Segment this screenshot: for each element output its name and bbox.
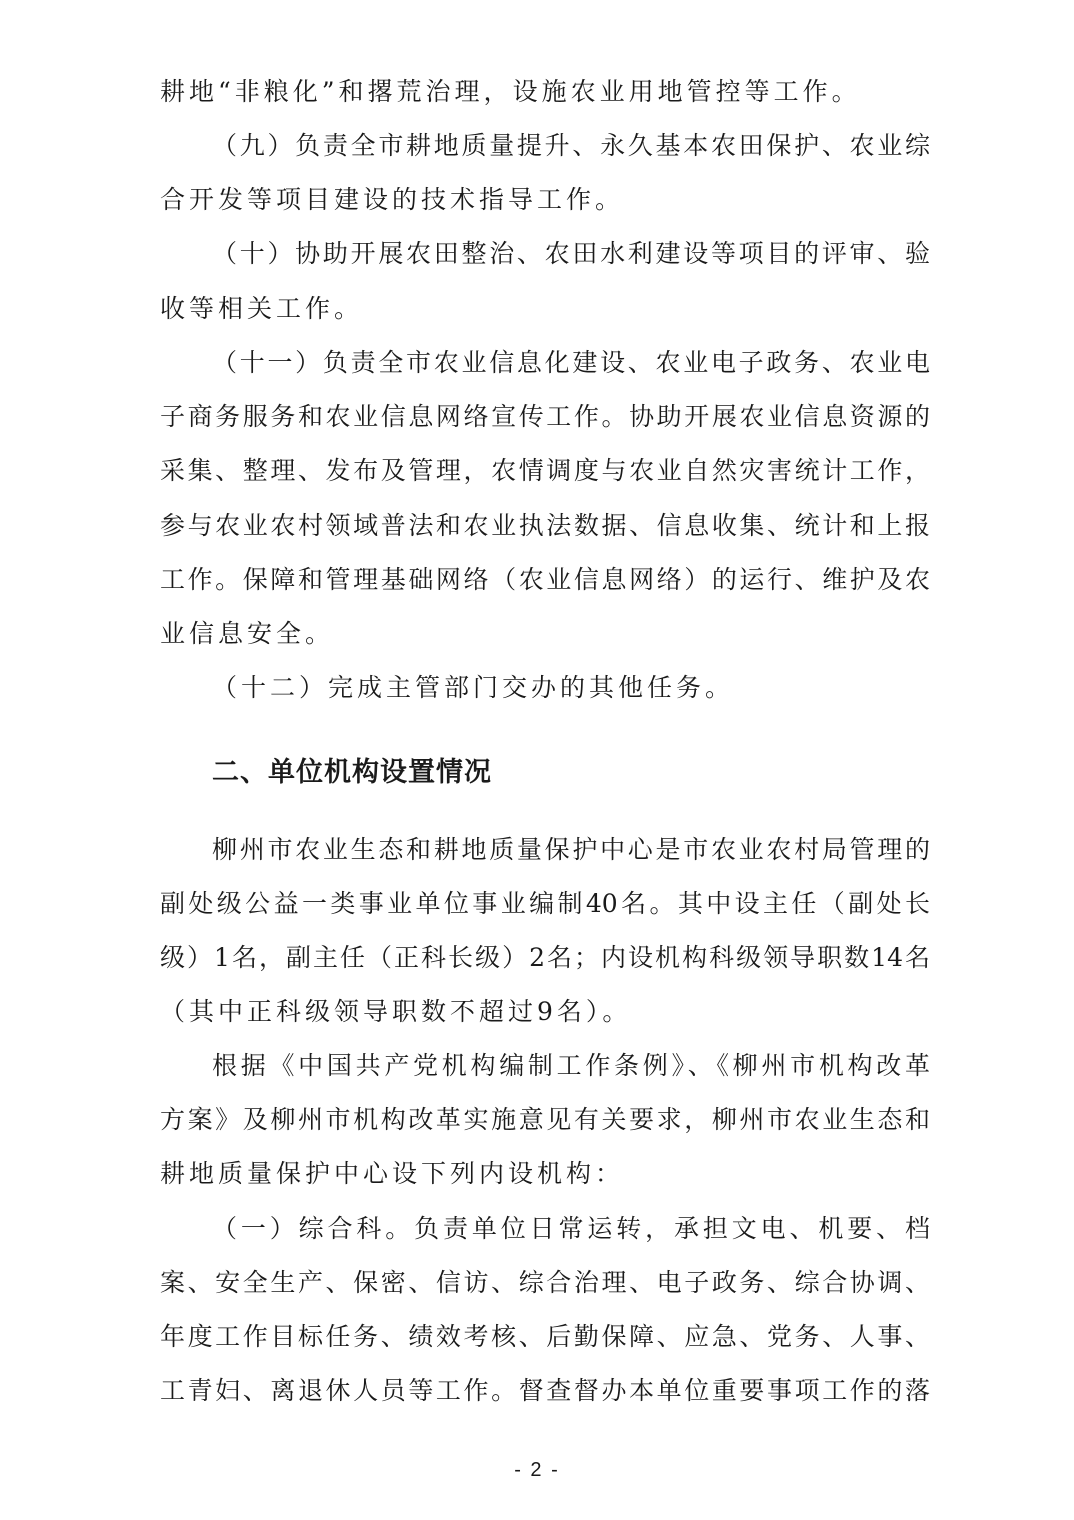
- text-line: 耕地质量保护中心设下列内设机构：: [160, 1159, 625, 1188]
- text-line: 工作。保障和管理基础网络（农业信息网络）的运行、维护及农: [160, 565, 930, 594]
- section-heading: 二、单位机构设置情况: [212, 757, 492, 788]
- text-line: （十二）完成主管部门交办的其他任务。: [212, 673, 735, 702]
- text-line: 根据《中国共产党机构编制工作条例》、《柳州市机构改革: [212, 1051, 930, 1080]
- text-line: （十）协助开展农田整治、农田水利建设等项目的评审、验: [212, 239, 930, 268]
- text-line: 采集、整理、发布及管理，农情调度与农业自然灾害统计工作，: [160, 456, 930, 485]
- text-line: 副处级公益一类事业单位事业编制40名。其中设主任（副处长: [160, 889, 930, 918]
- text-line: 案、安全生产、保密、信访、综合治理、电子政务、综合协调、: [160, 1268, 930, 1297]
- text-line: 收等相关工作。: [160, 294, 364, 323]
- text-line: 方案》及柳州市机构改革实施意见有关要求，柳州市农业生态和: [160, 1105, 930, 1134]
- text-line: （九）负责全市耕地质量提升、永久基本农田保护、农业综: [212, 131, 930, 160]
- text-line: （一）综合科。负责单位日常运转，承担文电、机要、档: [212, 1214, 930, 1243]
- text-line: （其中正科级领导职数不超过9名）。: [160, 997, 632, 1026]
- text-line: 工青妇、离退休人员等工作。督查督办本单位重要事项工作的落: [160, 1376, 930, 1405]
- text-line: 合开发等项目建设的技术指导工作。: [160, 185, 625, 214]
- text-line: 子商务服务和农业信息网络宣传工作。协助开展农业信息资源的: [160, 402, 930, 431]
- text-line: 耕地“非粮化”和撂荒治理，设施农业用地管控等工作。: [160, 77, 861, 106]
- text-line: 业信息安全。: [160, 619, 335, 648]
- text-line: 柳州市农业生态和耕地质量保护中心是市农业农村局管理的: [212, 835, 930, 864]
- text-line: 级）1名，副主任（正科长级）2名；内设机构科级领导职数14名: [160, 943, 930, 972]
- text-line: 参与农业农村领域普法和农业执法数据、信息收集、统计和上报: [160, 511, 930, 540]
- page-number: - 2 -: [514, 1459, 560, 1481]
- text-line: （十一）负责全市农业信息化建设、农业电子政务、农业电: [212, 348, 930, 377]
- text-line: 年度工作目标任务、绩效考核、后勤保障、应急、党务、人事、: [160, 1322, 930, 1351]
